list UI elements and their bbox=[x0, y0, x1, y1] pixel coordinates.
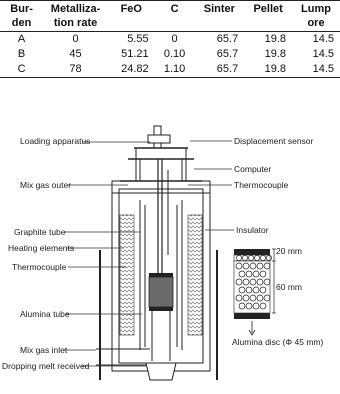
bottom-assembly bbox=[96, 311, 176, 380]
table-cell: A bbox=[17, 33, 26, 45]
table-cell: 0 bbox=[171, 33, 178, 45]
col-header-burden: Bur- den bbox=[10, 3, 33, 29]
table-cell: 51.21 bbox=[121, 48, 149, 60]
col-header-metallization-rate: Metalliza- tion rate bbox=[50, 3, 101, 29]
label-dropping-melt: Dropping melt received bbox=[2, 361, 90, 371]
table-cell: C bbox=[17, 63, 26, 75]
label-loading-apparatus: Loading apparatus bbox=[20, 136, 91, 146]
leader-lines bbox=[64, 141, 234, 366]
table-cell: 19.8 bbox=[264, 63, 287, 75]
table-row bbox=[0, 62, 340, 78]
table-cell: 5.55 bbox=[127, 33, 149, 45]
table-cell: 65.7 bbox=[216, 48, 239, 60]
table-cell: 45 bbox=[69, 48, 82, 60]
col-header-c: C bbox=[170, 3, 179, 15]
table-cell: 19.8 bbox=[264, 48, 287, 60]
label-graphite-tube: Graphite tube bbox=[14, 227, 66, 237]
table-cell: 65.7 bbox=[216, 63, 239, 75]
furnace-schematic bbox=[0, 125, 340, 394]
label-alumina-disc: Alumina disc (Φ 45 mm) bbox=[232, 337, 324, 347]
label-displacement-sensor: Displacement sensor bbox=[234, 136, 314, 146]
sample-bed bbox=[149, 273, 173, 311]
table-cell: 0.10 bbox=[163, 48, 186, 60]
table-row bbox=[0, 32, 340, 48]
label-thermocouple-left: Thermocouple bbox=[12, 262, 67, 272]
label-computer: Computer bbox=[234, 164, 272, 174]
label-mix-gas-inlet: Mix gas inlet bbox=[20, 345, 68, 355]
col-header-pellet: Pellet bbox=[253, 3, 283, 15]
label-thermocouple-top: Thermocouple bbox=[234, 180, 289, 190]
label-dim-20: 20 mm bbox=[276, 246, 302, 256]
label-mix-gas-outer: Mix gas outer bbox=[20, 180, 72, 190]
label-heating-elements: Heating elements bbox=[8, 243, 75, 253]
table-row bbox=[0, 47, 340, 62]
table-cell: B bbox=[17, 48, 26, 60]
table-cell: 19.8 bbox=[264, 33, 287, 45]
burden-table bbox=[0, 0, 340, 78]
col-header-sinter: Sinter bbox=[203, 3, 235, 15]
label-alumina-tube: Alumina tube bbox=[20, 309, 70, 319]
table-cell: 65.7 bbox=[216, 33, 239, 45]
table-header-row bbox=[0, 1, 340, 32]
packed-bed-illustration bbox=[234, 249, 276, 335]
table-cell: 78 bbox=[69, 63, 82, 75]
label-insulator: Insulator bbox=[236, 225, 269, 235]
table-cell: 14.5 bbox=[312, 63, 334, 75]
table-cell: 24.82 bbox=[121, 63, 149, 75]
table-cell: 1.10 bbox=[163, 63, 186, 75]
table-cell: 0 bbox=[72, 33, 79, 45]
col-header-feo: FeO bbox=[120, 3, 142, 15]
table-cell: 14.5 bbox=[312, 33, 334, 45]
table-cell: 14.5 bbox=[312, 48, 334, 60]
label-dim-60: 60 mm bbox=[276, 282, 302, 292]
col-header-lump-ore: Lump ore bbox=[301, 3, 331, 29]
